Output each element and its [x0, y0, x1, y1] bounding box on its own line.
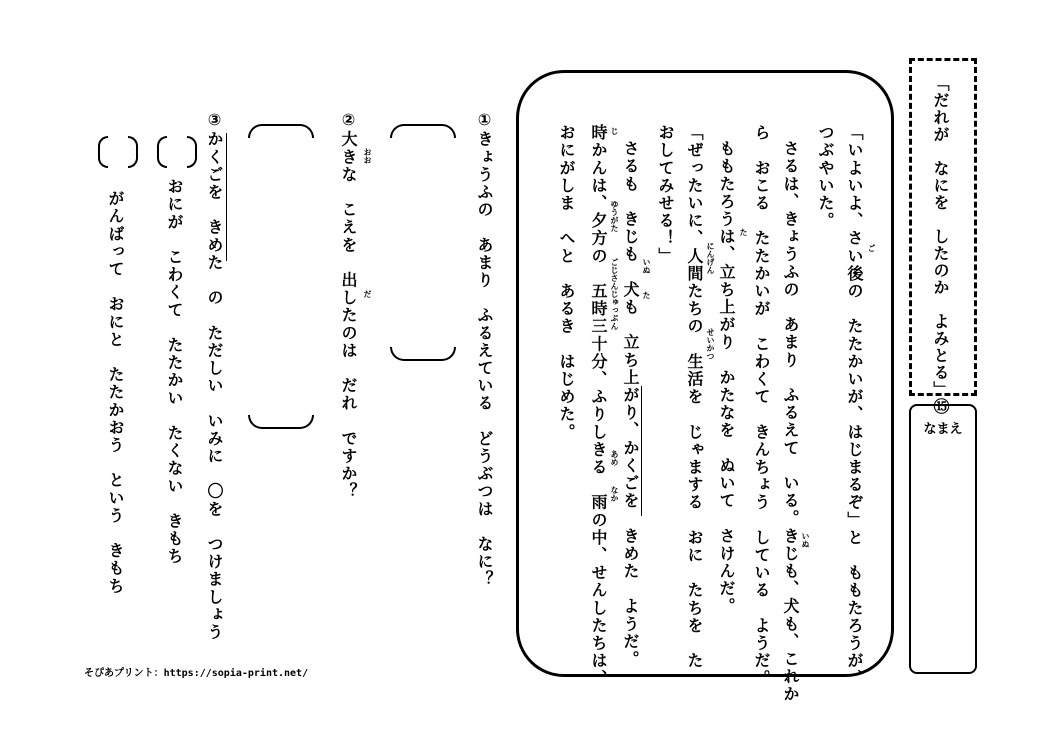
story-line: さるも きじも 犬も 立ち上がり、かくごを きめた ようだ。	[621, 140, 640, 668]
option-1-checkbox-left[interactable]	[157, 136, 167, 168]
option-2-checkbox-right[interactable]	[128, 136, 138, 168]
answer-1-bracket-top	[390, 124, 456, 138]
ruby-inu: いぬ	[801, 532, 810, 548]
name-box[interactable]	[909, 404, 977, 674]
underline-kakugo-question	[226, 133, 227, 261]
name-label: なまえ	[923, 422, 963, 437]
ruby-ji: じ	[610, 127, 619, 135]
story-line: ら おこる たたかいが こわくて きんちょう している ようだ。	[752, 124, 771, 688]
answer-1-bracket-bottom	[390, 347, 456, 361]
ruby-da: だ	[363, 290, 372, 298]
option-1-checkbox-right[interactable]	[187, 136, 197, 168]
question-3-number: ③	[205, 110, 224, 131]
question-1	[476, 110, 492, 588]
question-3	[206, 110, 222, 641]
story-line: つぶやいた。	[816, 124, 835, 230]
underline-kakugo-story	[641, 386, 642, 516]
ruby-yuugata: ゆうがた	[610, 200, 619, 232]
ruby-oo: おお	[363, 148, 372, 164]
story-line: 「いよいよ、さい後の たたかいが、はじまるぞ」と ももたろうが、	[845, 124, 864, 688]
ruby-gojisanjuppun: ごじさんじゅっぷん	[610, 258, 619, 330]
question-3-text: かくごを きめた の ただしい いみに 〇を つけましょう	[205, 130, 224, 642]
ruby-naka: なか	[610, 486, 619, 502]
answer-2-bracket-bottom	[248, 415, 314, 429]
story-line: 「ぜったいに、人間たちの 生活を じゃまする おに たちを た	[685, 124, 704, 670]
story-line: おしてみせる！」	[656, 124, 675, 265]
ruby-ta-2: た	[642, 291, 651, 299]
story-line: おにがしま へと あるき はじめた。	[557, 124, 576, 441]
question-1-text: きょうふの あまり ふるえている どうぶつは なに？	[475, 130, 494, 589]
answer-2-bracket-top	[248, 124, 314, 138]
ruby-ta: た	[739, 228, 748, 236]
ruby-seikatsu: せいかつ	[706, 328, 715, 360]
question-2-text: 大きな こえを 出したのは だれ ですか？	[339, 130, 358, 501]
title-box	[909, 58, 977, 415]
ruby-inu-2: いぬ	[642, 258, 651, 274]
question-2	[340, 110, 356, 500]
option-2-checkbox-left[interactable]	[98, 136, 108, 168]
worksheet-title: 「だれが なにを したのか よみとる」⑮	[931, 75, 950, 415]
footer-credit: そぴあプリント：https://sopia-print.net/	[84, 668, 309, 679]
ruby-ame: あめ	[610, 450, 619, 466]
question-1-number: ①	[475, 110, 494, 131]
ruby-go: ご	[867, 244, 876, 252]
ruby-ningen: にんげん	[706, 242, 715, 274]
story-line: ももたろうは、立ち上がり かたなを ぬいて さけんだ。	[717, 140, 736, 616]
option-1-text: おにが こわくて たたかい たくない きもち	[165, 178, 184, 566]
story-line: 時かんは、夕方の 五時三十分、ふりしきる 雨の中、せんしたちは、	[589, 124, 608, 688]
option-2-text: がんばって おにと たたかおう という きもち	[106, 190, 125, 595]
question-2-number: ②	[339, 110, 358, 131]
story-line: さるは、きょうふの あまり ふるえて いる。きじも、犬も、これか	[781, 140, 800, 704]
